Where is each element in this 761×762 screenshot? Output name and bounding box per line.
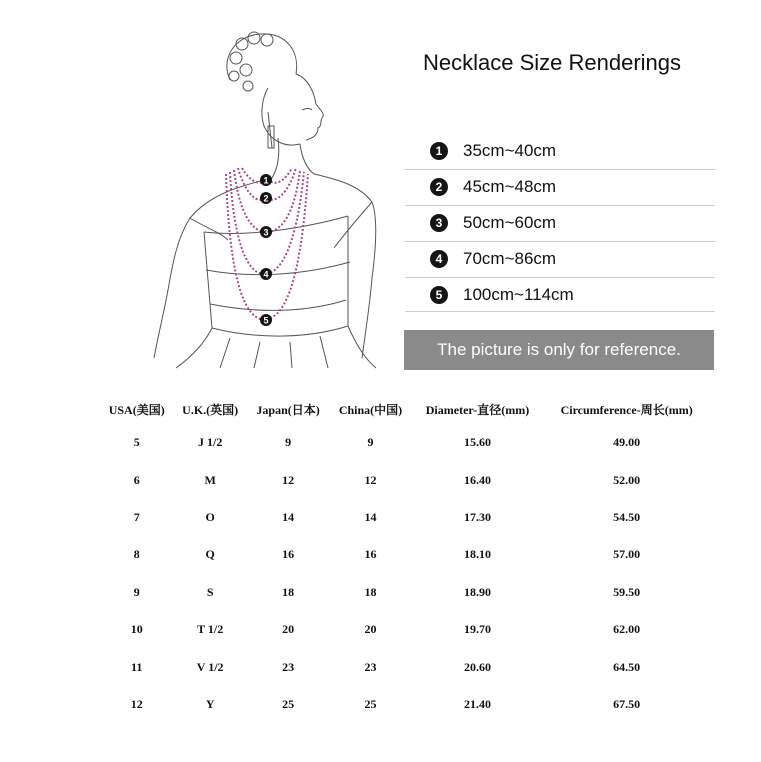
- svg-text:5: 5: [263, 315, 269, 326]
- table-cell: 19.70: [464, 622, 492, 637]
- table-cell: 16: [282, 547, 295, 562]
- table-cell: 17.30: [464, 509, 492, 524]
- table-cell: 23: [282, 659, 295, 674]
- column-header-usa: USA(美国): [108, 402, 165, 417]
- size-label: 100cm~114cm: [463, 285, 574, 304]
- table-cell: 9: [285, 435, 292, 450]
- reference-note: The picture is only for reference.: [404, 330, 714, 370]
- size-label: 45cm~48cm: [463, 177, 557, 196]
- column-header-uk: U.K.(英国): [182, 402, 239, 417]
- table-cell: 25: [282, 696, 295, 711]
- table-cell: 18: [364, 584, 377, 599]
- table-cell: 6: [133, 472, 140, 487]
- table-cell: 62.00: [613, 622, 641, 637]
- table-cell: 12: [282, 472, 295, 487]
- table-cell: 12: [130, 696, 143, 711]
- table-cell: 16: [364, 547, 377, 562]
- table-cell: 11: [131, 659, 143, 674]
- table-cell: 20: [282, 622, 295, 637]
- size-label: 50cm~60cm: [463, 213, 557, 232]
- table-cell: 7: [133, 509, 140, 524]
- table-cell: 18: [282, 584, 295, 599]
- svg-text:4: 4: [263, 269, 269, 280]
- table-cell: 64.50: [613, 659, 641, 674]
- table-cell: 18.90: [464, 584, 492, 599]
- size-label: 70cm~86cm: [463, 249, 557, 268]
- size-row-4: [405, 242, 715, 278]
- size-row-2: [405, 170, 715, 206]
- number-badge-icon: 4: [430, 250, 448, 268]
- table-cell: 57.00: [613, 547, 641, 562]
- table-cell: Q: [205, 547, 215, 562]
- size-row-5: [405, 278, 715, 313]
- table-cell: S: [206, 584, 214, 599]
- table-cell: 25: [364, 696, 377, 711]
- table-cell: M: [204, 472, 216, 487]
- ring-size-table: [100, 394, 710, 723]
- model-sketch-illustration: [150, 18, 390, 370]
- page-title: Necklace Size Renderings: [423, 50, 682, 75]
- table-cell: 20: [364, 622, 377, 637]
- table-row: [100, 611, 710, 648]
- table-cell: 67.50: [613, 696, 641, 711]
- table-row: [100, 574, 710, 611]
- table-cell: 52.00: [613, 472, 641, 487]
- table-row: [100, 686, 710, 723]
- table-cell: 12: [364, 472, 377, 487]
- table-cell: J 1/2: [197, 435, 223, 450]
- number-badge-icon: 1: [430, 142, 448, 160]
- table-cell: 49.00: [613, 435, 641, 450]
- size-label: 35cm~40cm: [463, 141, 557, 160]
- table-cell: 59.50: [613, 584, 641, 599]
- table-cell: 10: [130, 622, 143, 637]
- necklace-size-list: [405, 134, 715, 313]
- table-cell: 5: [133, 435, 140, 450]
- table-row: [100, 536, 710, 573]
- table-cell: 54.50: [613, 509, 641, 524]
- svg-text:1: 1: [263, 175, 269, 186]
- number-badge-icon: 3: [430, 214, 448, 232]
- table-row: [100, 461, 710, 498]
- table-row: [100, 499, 710, 536]
- table-cell: 9: [133, 584, 140, 599]
- table-cell: 20.60: [464, 659, 492, 674]
- table-cell: T 1/2: [197, 622, 224, 637]
- table-row: [100, 424, 710, 461]
- table-cell: 15.60: [464, 435, 492, 450]
- table-cell: V 1/2: [196, 659, 224, 674]
- table-cell: 14: [282, 509, 295, 524]
- table-cell: 9: [367, 435, 374, 450]
- number-badge-icon: 2: [430, 178, 448, 196]
- table-cell: 14: [364, 509, 377, 524]
- list-divider: [405, 311, 715, 312]
- number-badge-icon: 5: [430, 286, 448, 304]
- table-header-row: [100, 394, 710, 424]
- svg-text:3: 3: [263, 227, 269, 238]
- column-header-diameter: Diameter-直径(mm): [425, 402, 530, 417]
- svg-text:2: 2: [263, 193, 269, 204]
- table-cell: 16.40: [464, 472, 492, 487]
- size-row-1: [405, 134, 715, 170]
- table-cell: 21.40: [464, 696, 492, 711]
- column-header-china: China(中国): [338, 402, 403, 417]
- size-row-3: [405, 206, 715, 242]
- table-row: [100, 648, 710, 685]
- table-cell: 8: [133, 547, 140, 562]
- table-cell: Y: [205, 696, 215, 711]
- table-cell: 23: [364, 659, 377, 674]
- column-header-japan: Japan(日本): [256, 402, 320, 417]
- column-header-circumference: Circumference-周长(mm): [560, 402, 693, 417]
- table-cell: 18.10: [464, 547, 492, 562]
- table-cell: O: [205, 509, 215, 524]
